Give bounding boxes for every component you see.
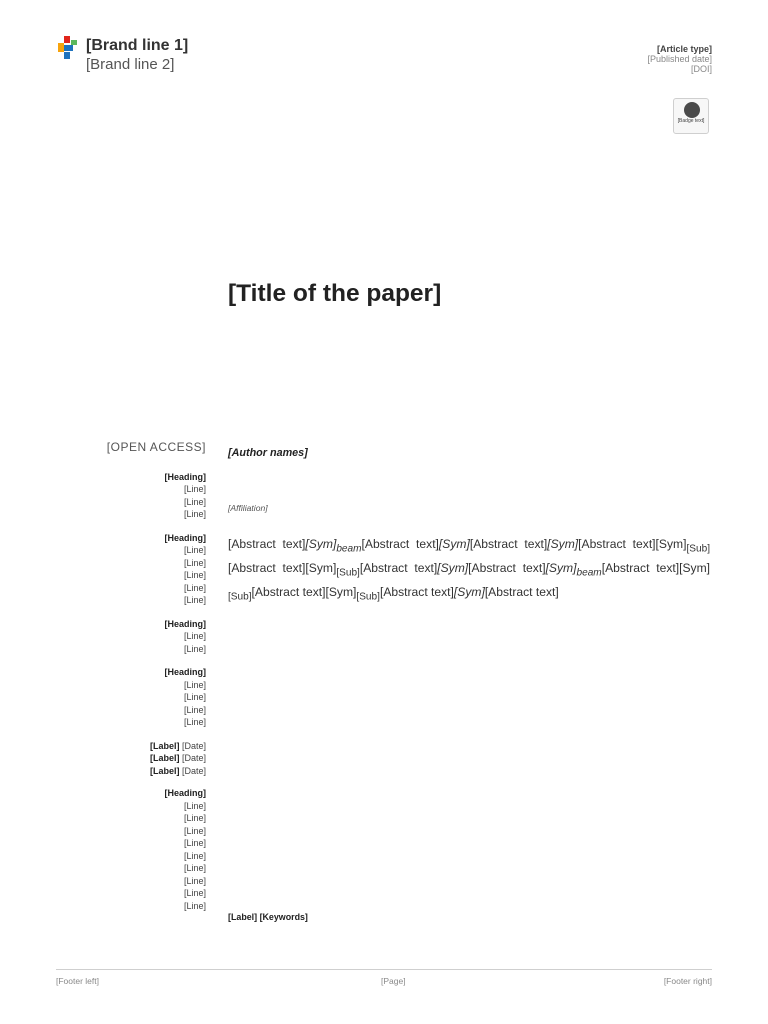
citation-line: [Line] bbox=[183, 850, 206, 861]
received-value: [Date] bbox=[181, 740, 206, 751]
k-symbol: [Sym] bbox=[438, 537, 470, 551]
abstract-text: [Abstract text] bbox=[468, 561, 546, 576]
editor-line: [Line] bbox=[183, 496, 206, 507]
page-number: [Page] bbox=[381, 976, 406, 986]
abstract-text: [Abstract text] bbox=[251, 585, 326, 600]
editor-line: [Line] bbox=[183, 509, 206, 519]
check-for-updates-badge[interactable] bbox=[673, 98, 709, 134]
citation-heading: [Heading] bbox=[164, 788, 206, 798]
citation-line: [Line] bbox=[183, 813, 206, 823]
correspondence-name: [Line] bbox=[183, 631, 206, 641]
s-beam-symbol bbox=[305, 537, 362, 555]
specialty-heading: [Heading] bbox=[164, 667, 206, 677]
reviewer-line: [Line] bbox=[183, 557, 206, 568]
published-label: [Label] bbox=[149, 765, 180, 776]
v27gy-sub: [Sub] bbox=[686, 543, 711, 555]
v30gy-symbol bbox=[305, 561, 360, 579]
s-beam-symbol bbox=[545, 561, 602, 579]
citation-line: [Line] bbox=[183, 888, 206, 898]
p-symbol: [Sym] bbox=[453, 585, 485, 600]
abstract bbox=[228, 535, 710, 607]
specialty-line: [Line] bbox=[183, 717, 206, 727]
citation-line: [Line] bbox=[183, 863, 206, 873]
edited-by-heading: [Heading] bbox=[164, 471, 206, 482]
sidebar bbox=[54, 441, 206, 923]
citation-doi[interactable]: [Line] bbox=[183, 900, 206, 911]
frontiers-logo-icon bbox=[58, 36, 82, 60]
accepted-label: [Label] bbox=[149, 753, 180, 763]
plan-clinic-sub: [Sub] bbox=[356, 591, 380, 603]
published-date-sidebar bbox=[54, 765, 206, 778]
specialty-line: [Line] bbox=[183, 679, 206, 690]
abstract-text: [Abstract text] bbox=[469, 537, 548, 551]
v30gy-base: [Sym] bbox=[305, 561, 337, 576]
article-meta bbox=[492, 44, 712, 74]
s-beam-base: [Sym] bbox=[305, 537, 337, 551]
footer-journal[interactable]: [Footer left] bbox=[56, 976, 99, 986]
reviewer-line: [Line] bbox=[183, 570, 206, 580]
v27gy-symbol bbox=[655, 537, 711, 555]
k-symbol: [Sym] bbox=[547, 537, 579, 551]
correspondence-block bbox=[54, 618, 206, 656]
abstract-text: [Abstract text] bbox=[359, 561, 438, 576]
author-list: [Author names] bbox=[228, 447, 308, 459]
brand-line-2: [Brand line 2] bbox=[86, 56, 175, 73]
specialty-line: [Line] bbox=[183, 704, 206, 715]
s-beam-subscript: beam bbox=[336, 543, 362, 555]
keywords-label: [Label] bbox=[228, 912, 258, 922]
citation-line: [Line] bbox=[183, 838, 206, 848]
accepted-value: [Date] bbox=[181, 753, 206, 763]
plan-bao-sub: [Sub] bbox=[228, 591, 252, 603]
editor-line: [Line] bbox=[183, 484, 206, 494]
received-label: [Label] bbox=[149, 740, 180, 751]
t-symbol: [Sym] bbox=[437, 561, 469, 576]
abstract-text: [Abstract text] bbox=[578, 537, 656, 551]
edited-by-block bbox=[54, 471, 206, 521]
reviewed-by-heading: [Heading] bbox=[164, 532, 206, 543]
abstract-text: [Abstract text] bbox=[601, 561, 680, 576]
reviewer-line: [Line] bbox=[183, 595, 206, 605]
received-date bbox=[54, 740, 206, 753]
abstract-text: [Abstract text] bbox=[484, 585, 559, 600]
s-beam-subscript: beam bbox=[576, 567, 602, 579]
s-beam-base: [Sym] bbox=[545, 561, 577, 576]
accepted-date bbox=[54, 752, 206, 765]
abstract-text: [Abstract text] bbox=[228, 537, 306, 551]
citation-line: [Line] bbox=[183, 825, 206, 836]
specialty-line: [Line] bbox=[183, 692, 206, 702]
abstract-text: [Abstract text] bbox=[228, 561, 306, 576]
reviewer-line: [Line] bbox=[183, 545, 206, 555]
keywords bbox=[228, 911, 710, 923]
plan-clinic-symbol bbox=[325, 585, 380, 603]
updates-icon bbox=[684, 102, 700, 118]
reviewed-by-block bbox=[54, 532, 206, 607]
correspondence-email[interactable]: [Line] bbox=[183, 643, 206, 654]
plan-clinic-base: [Sym] bbox=[325, 585, 357, 600]
plan-bao-base: [Sym] bbox=[679, 561, 711, 576]
v30gy-sub: [Sub] bbox=[336, 567, 360, 579]
open-access-label: [OPEN ACCESS] bbox=[106, 440, 206, 454]
published-value: [Date] bbox=[181, 765, 206, 776]
keywords-text: [Keywords] bbox=[259, 912, 308, 922]
specialty-block bbox=[54, 666, 206, 729]
dates-block bbox=[54, 740, 206, 778]
citation-block bbox=[54, 787, 206, 912]
footer-issue: [Footer right] bbox=[663, 976, 712, 986]
doi[interactable]: [DOI] bbox=[690, 64, 712, 74]
article-type: [Article type] bbox=[656, 44, 712, 54]
abstract-text: [Abstract text] bbox=[361, 537, 439, 551]
published-date: [Published date] bbox=[647, 54, 712, 64]
abstract-text: [Abstract text] bbox=[379, 585, 454, 600]
reviewer-line: [Line] bbox=[183, 582, 206, 593]
badge-text: [Badge text] bbox=[677, 118, 705, 124]
citation-line: [Line] bbox=[183, 875, 206, 886]
citation-line: [Line] bbox=[183, 800, 206, 811]
affiliation: [Affiliation] bbox=[228, 503, 268, 513]
v27gy-base: [Sym] bbox=[655, 537, 687, 551]
brand-line-1: [Brand line 1] bbox=[86, 37, 189, 54]
frontiers-logo[interactable] bbox=[58, 34, 238, 86]
footer-divider bbox=[56, 969, 712, 970]
correspondence-heading: [Heading] bbox=[164, 618, 206, 629]
paper-title: [Title of the paper] bbox=[228, 280, 442, 307]
